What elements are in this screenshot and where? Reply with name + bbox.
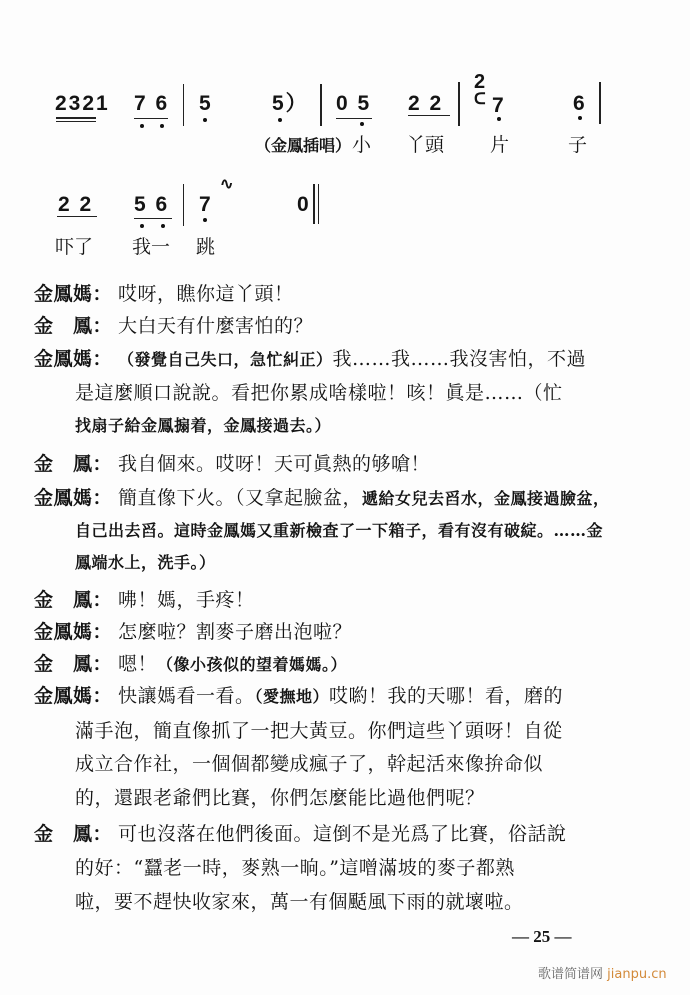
low-dot bbox=[140, 124, 144, 128]
low-dot bbox=[578, 116, 582, 120]
lyric-syllable: 吓了 bbox=[55, 236, 94, 258]
low-dot bbox=[161, 224, 165, 228]
dialogue-text: 可也沒落在他們後面。這倒不是光爲了比賽，俗話說 bbox=[118, 823, 567, 845]
dialogue-line bbox=[34, 822, 567, 846]
note-2-2: 2 2 bbox=[408, 92, 444, 115]
low-dot bbox=[160, 124, 164, 128]
dialogue-text: 咈！媽，手疼！ bbox=[118, 589, 255, 611]
low-dot bbox=[203, 118, 207, 122]
dialogue-text: 哎呀，瞧你這丫頭！ bbox=[118, 283, 294, 305]
dialogue-text: 哎喲！我的天哪！看，磨的 bbox=[329, 685, 564, 707]
speaker-label: 金 鳳： bbox=[34, 453, 113, 475]
dialogue-text: 簡直像下火。（又拿起臉盆， bbox=[118, 487, 363, 509]
stage-direction: （愛撫地） bbox=[254, 687, 330, 706]
low-dot bbox=[360, 122, 364, 126]
lyric-syllable: 小 bbox=[352, 134, 372, 156]
dialogue-continuation: 是這麼順口說說。看把你累成啥樣啦！咳！眞是……（忙 bbox=[75, 382, 563, 404]
underline-2-2 bbox=[408, 115, 450, 116]
dialogue-continuation: 成立合作社，一個個都變成瘋子了，幹起活來像拚命似 bbox=[75, 753, 544, 775]
stage-direction: 遞給女兒去舀水，金鳳接過臉盆， bbox=[362, 489, 610, 508]
stage-direction: 找扇子給金鳳搧着，金鳳接過去。） bbox=[75, 416, 332, 435]
bar-line bbox=[183, 84, 184, 126]
dialogue-continuation: 啦，要不趕快收家來，萬一有個颳風下雨的就壞啦。 bbox=[75, 891, 524, 913]
bar-line bbox=[183, 184, 184, 226]
note-0-5: 0 5 bbox=[336, 92, 372, 115]
low-dot bbox=[497, 117, 501, 121]
note-0: 0 bbox=[297, 193, 311, 216]
dialogue-text: 嗯！ bbox=[118, 653, 158, 675]
final-bar-line bbox=[318, 184, 319, 224]
dialogue-line bbox=[34, 652, 347, 677]
dialogue-line bbox=[34, 282, 294, 306]
lyric-syllable: 我一 bbox=[132, 236, 171, 258]
dialogue-line bbox=[34, 620, 352, 644]
note-2321: 2321 bbox=[55, 92, 110, 115]
watermark-en: jianpu.cn bbox=[607, 967, 667, 982]
dialogue-line bbox=[34, 452, 430, 476]
speaker-label: 金 鳳： bbox=[34, 823, 113, 845]
dialogue-line bbox=[34, 486, 610, 511]
vibrato-mark: ∿ bbox=[220, 174, 234, 193]
dialogue-line bbox=[34, 314, 313, 338]
page-number: — 25 — bbox=[512, 927, 572, 946]
lyric-syllable: 丫頭 bbox=[406, 134, 445, 156]
dialogue-line bbox=[34, 588, 255, 612]
underline-5-6 bbox=[134, 218, 172, 219]
note-7: 7 bbox=[492, 94, 506, 117]
watermark-cn: 歌谱简谱网 bbox=[538, 967, 604, 982]
dialogue-continuation: 的，還跟老爺們比賽，你們怎麼能比過他們呢？ bbox=[75, 787, 485, 809]
underline-double-1 bbox=[56, 117, 96, 119]
note-7-6: 7 6 bbox=[134, 92, 170, 115]
speaker-label: 金鳳媽： bbox=[34, 283, 113, 305]
dialogue-text: 快讓媽看一看。 bbox=[118, 685, 255, 707]
underline-0-5 bbox=[336, 118, 372, 119]
note-5-6: 5 6 bbox=[134, 193, 170, 216]
grace-slur: ᑕ bbox=[474, 89, 486, 108]
speaker-label: 金鳳媽： bbox=[34, 487, 113, 509]
low-dot bbox=[278, 118, 282, 122]
stage-direction: 自己出去舀。這時金鳳媽又重新檢査了一下箱子，看有沒有破綻。……金 bbox=[75, 521, 604, 540]
low-dot bbox=[203, 218, 207, 222]
lyric-cue: （金鳳插唱） bbox=[255, 136, 352, 155]
bar-line bbox=[599, 82, 601, 124]
dialogue-line bbox=[34, 684, 563, 709]
underline-double-2 bbox=[56, 121, 96, 122]
dialogue-text: 大白天有什麼害怕的？ bbox=[118, 315, 314, 337]
stage-direction: （發覺自己失口，急忙糾正） bbox=[118, 350, 333, 369]
bar-line bbox=[458, 82, 460, 126]
stage-direction: 鳳端水上，洗手。） bbox=[75, 553, 216, 572]
dialogue-continuation: 滿手泡，簡直像抓了一把大黃豆。你們這些丫頭呀！自從 bbox=[75, 720, 563, 742]
final-bar-line bbox=[313, 184, 315, 224]
speaker-label: 金鳳媽： bbox=[34, 621, 113, 643]
dialogue-text: 我自個來。哎呀！天可眞熱的够嗆！ bbox=[118, 453, 431, 475]
speaker-label: 金 鳳： bbox=[34, 653, 113, 675]
dialogue-line bbox=[34, 347, 586, 372]
note-7: 7 bbox=[199, 193, 213, 216]
dialogue-continuation: 的好：“蠶老一時，麥熟一晌。”這噌滿坡的麥子都熟 bbox=[75, 857, 515, 879]
dialogue-text: 怎麼啦？割麥子磨出泡啦？ bbox=[118, 621, 353, 643]
underline-7-6 bbox=[134, 118, 168, 119]
underline-2-2 bbox=[57, 216, 97, 217]
note-5-close: 5） bbox=[272, 92, 309, 115]
speaker-label: 金鳳媽： bbox=[34, 685, 113, 707]
speaker-label: 金 鳳： bbox=[34, 589, 113, 611]
speaker-label: 金 鳳： bbox=[34, 315, 113, 337]
lyric-syllable: 片 bbox=[490, 134, 510, 156]
lyric-syllable: 子 bbox=[568, 134, 588, 156]
bar-line bbox=[320, 84, 322, 126]
dialogue-text: 我……我……我沒害怕，不過 bbox=[332, 348, 587, 370]
note-5: 5 bbox=[199, 92, 213, 115]
lyric-syllable: 跳 bbox=[196, 236, 216, 258]
note-6: 6 bbox=[573, 92, 587, 115]
stage-direction: （像小孩似的望着媽媽。） bbox=[157, 655, 348, 674]
grace-note: 2 bbox=[474, 71, 486, 93]
note-2-2: 2 2 bbox=[58, 193, 94, 216]
watermark bbox=[538, 963, 667, 982]
low-dot bbox=[140, 224, 144, 228]
speaker-label: 金鳳媽： bbox=[34, 348, 113, 370]
